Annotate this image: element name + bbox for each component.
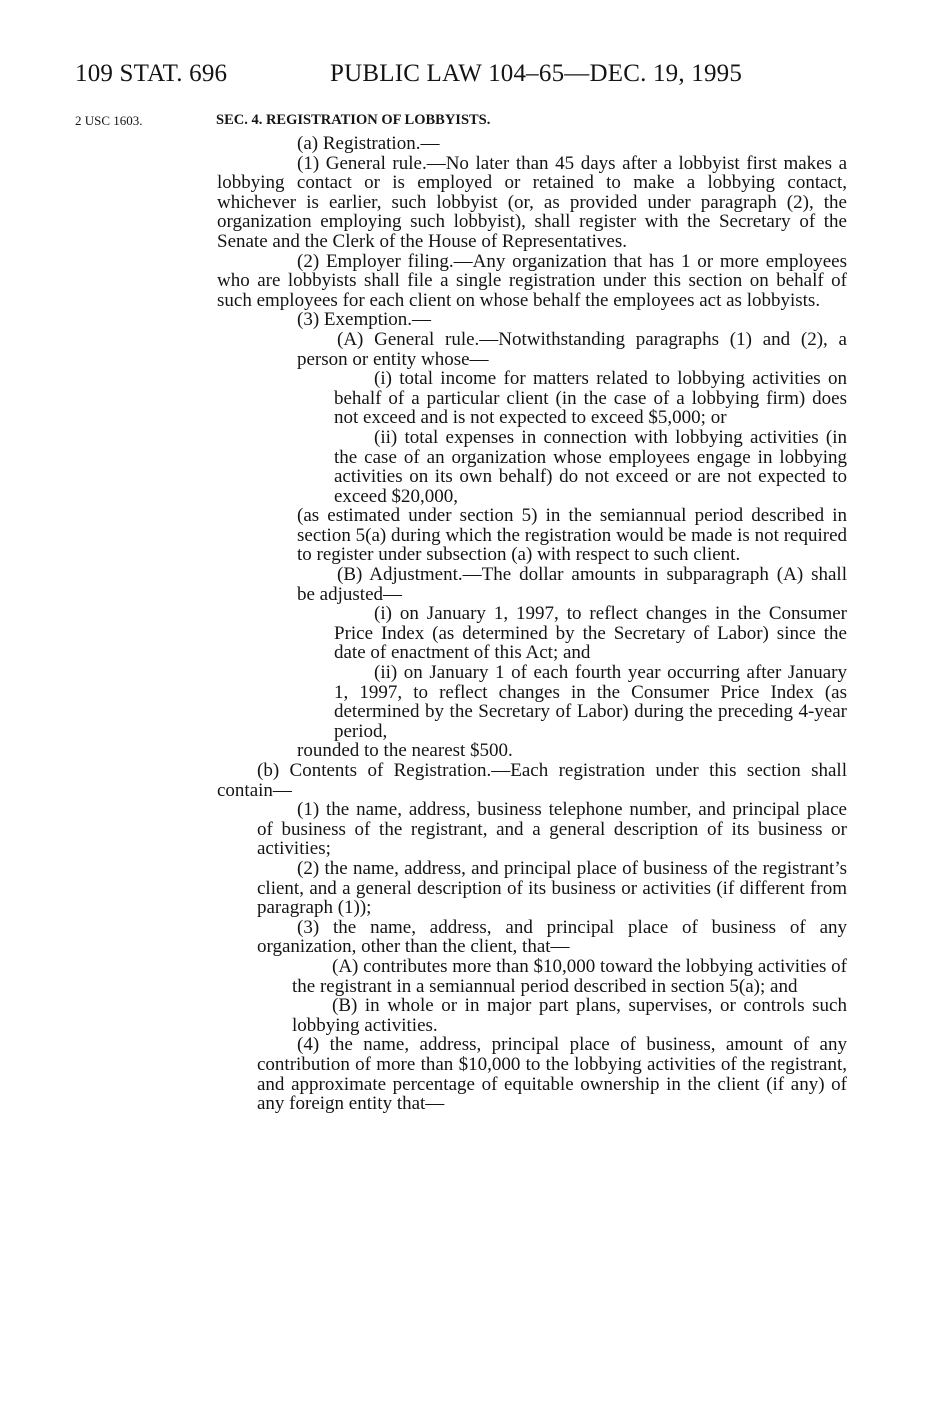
paragraph-b2: (2) the name, address, and principal place of business of the registrant’s client, and a general description of its business or activities (if different from paragraph (1)); bbox=[257, 857, 847, 919]
clause-a3B-i: (i) on January 1, 1997, to reflect changes in the Consumer Price Index (as determined by the Secretary of Labor) since the date of enactment of this Act; and bbox=[334, 603, 847, 664]
margin-note-usc: 2 USC 1603. bbox=[75, 113, 143, 128]
paragraph-b3B: (B) in whole or in major part plans, supervises, or controls such lobbying activities. bbox=[292, 995, 847, 1036]
clause-a3A-i: (i) total income for matters related to lobbying activities on behalf of a particular client (in the case of a lobbying firm) does not exceed and is not expected to exceed $5,000; or bbox=[334, 368, 847, 429]
paragraph-b1: (1) the name, address, business telephone number, and principal place of business of the registrant, and a general description of its business or activities; bbox=[257, 799, 847, 860]
clause-a3A-ii: (ii) total expenses in connection with lobbying activities (in the case of an organization whose employees engage in lobbying activities on its own behalf) do not exceed or are not expected to exceed $20,000, bbox=[334, 426, 847, 507]
paragraph-a3-heading: (3) Exemption.— bbox=[297, 309, 432, 331]
paragraph-b4: (4) the name, address, principal place of business, amount of any contribution of more than $10,000 to the lobbying activities of the registrant, and approximate percentage of equitable ownership in the client (if any) of any foreign entity that— bbox=[257, 1034, 847, 1115]
paragraph-a2: (2) Employer filing.—Any organization that has 1 or more employees who are lobbyists shall file a single registration under this section on behalf of such employees for each client on whose behalf the employees act as lobbyists. bbox=[217, 250, 847, 311]
paragraph-a3B-tail: rounded to the nearest $500. bbox=[297, 740, 513, 762]
paragraph-a3A-tail: (as estimated under section 5) in the semiannual period described in section 5(a) during which the registration would be made is not required to register under subsection (a) with respect to such client. bbox=[297, 505, 847, 566]
paragraph-a3A: (A) General rule.—Notwithstanding paragraphs (1) and (2), a person or entity whose— bbox=[297, 328, 847, 370]
running-header-law: PUBLIC LAW 104–65—DEC. 19, 1995 bbox=[330, 60, 743, 87]
paragraph-a3B: (B) Adjustment.—The dollar amounts in subparagraph (A) shall be adjusted— bbox=[297, 564, 847, 605]
paragraph-b3: (3) the name, address, and principal place of business of any organization, other than the client, that— bbox=[257, 916, 847, 958]
clause-a3B-ii: (ii) on January 1 of each fourth year occurring after January 1, 1997, to reflect changes in the Consumer Price Index (as determined by the Secretary of Labor) during the preceding 4-year period, bbox=[334, 662, 847, 742]
paragraph-b3A: (A) contributes more than $10,000 toward the lobbying activities of the registrant in a semiannual period described in section 5(a); and bbox=[292, 955, 847, 997]
subsection-a-heading: (a) Registration.— bbox=[297, 133, 440, 154]
paragraph-a1: (1) General rule.—No later than 45 days after a lobbyist first makes a lobbying contact or is employed or retained to make a lobbying contact, whichever is earlier, such lobbyist (or, as provided under paragraph (2), the organization employing such lobbyist), shall register with the Secretary of the Senate and the Clerk of the House of Representatives. bbox=[217, 152, 847, 252]
statute-body bbox=[217, 134, 847, 1114]
subsection-b: (b) Contents of Registration.—Each registration under this section shall contain— bbox=[217, 760, 847, 801]
page-stat-reference: 109 STAT. 696 bbox=[75, 60, 228, 87]
section-title: SEC. 4. REGISTRATION OF LOBBYISTS. bbox=[216, 112, 491, 128]
